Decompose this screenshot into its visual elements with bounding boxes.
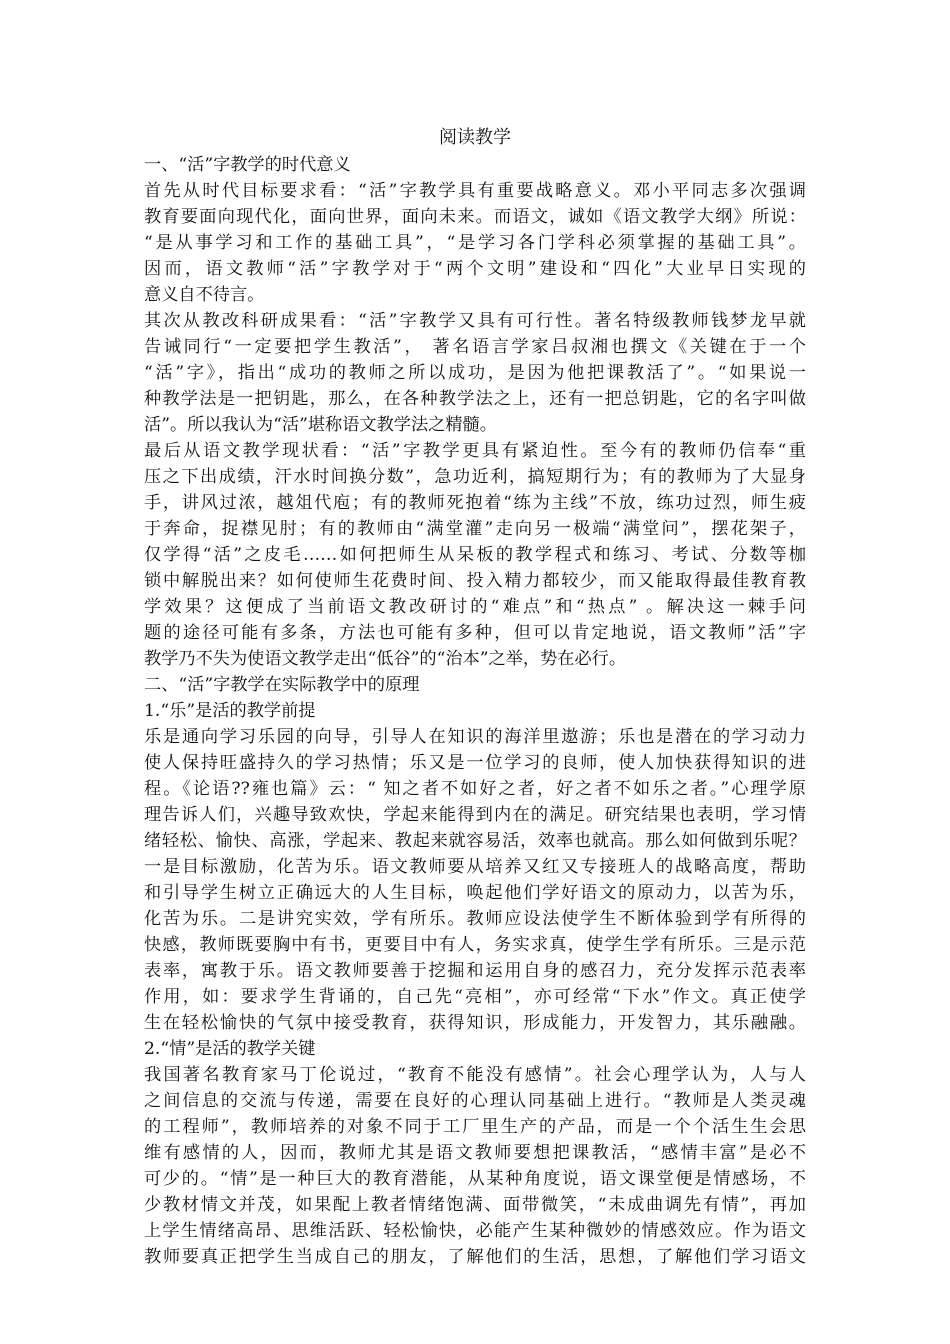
paragraph-line: 表率，寓教于乐。语文教师要善于挖掘和运用自身的感召力，充分发挥示范表率 — [144, 961, 806, 981]
paragraph-line: 种教学法是一把钥匙，那么，在各种教学法之上，还有一把总钥匙，它的名字叫做 — [144, 389, 806, 409]
paragraph-line: “是从事学习和工作的基础工具”，“是学习各门学科必须掌握的基础工具”。 — [144, 233, 806, 253]
paragraph-line: 作用，如：要求学生背诵的，自己先“亮相”，亦可经常“下水”作文。真正使学 — [144, 987, 806, 1007]
paragraph-line: 仅学得“活”之皮毛……如何把师生从呆板的教学程式和练习、考试、分数等枷 — [144, 545, 806, 565]
paragraph-line: 之间信息的交流与传递，需要在良好的心理认同基础上进行。“教师是人类灵魂 — [144, 1091, 806, 1111]
paragraph-line: 压之下出成绩，汗水时间换分数”，急功近利，搞短期行为；有的教师为了大显身 — [144, 467, 806, 487]
paragraph-line: 绪轻松、愉快、高涨，学起来、教起来就容易活，效率也就高。那么如何做到乐呢？ — [144, 831, 806, 851]
subsection-heading-2: 2.“情”是活的教学关键 — [144, 1039, 316, 1059]
paragraph-line: 教学乃不失为使语文教学走出“低谷”的“治本”之举，势在必行。 — [144, 649, 627, 669]
paragraph-line: 生在轻松愉快的气氛中接受教育，获得知识，形成能力，开发智力，其乐融融。 — [144, 1013, 806, 1033]
paragraph-line: 和引导学生树立正确远大的人生目标，唤起他们学好语文的原动力，以苦为乐， — [144, 883, 806, 903]
subsection-heading-1: 1.“乐”是活的教学前提 — [144, 701, 316, 721]
paragraph-line: 可少的。“情”是一种巨大的教育潜能，从某种角度说，语文课堂便是情感场，不 — [144, 1169, 806, 1189]
paragraph-line: 维有感情的人，因而，教师尤其是语文教师要想把课教活，“感情丰富”是必不 — [144, 1143, 806, 1163]
section-heading-1: 一、“活”字教学的时代意义 — [144, 155, 351, 175]
paragraph-line: 的工程师”，教师培养的对象不同于工厂里生产的产品，而是一个个活生生会思 — [144, 1117, 806, 1137]
paragraph-line: 活”。所以我认为“活”堪称语文教学法之精髓。 — [144, 415, 497, 435]
paragraph-line: 理告诉人们，兴趣导致欢快，学起来能得到内在的满足。研究结果也表明，学习情 — [144, 805, 806, 825]
paragraph-line: 意义自不待言。 — [144, 285, 265, 305]
paragraph-line: 告诫同行“一定要把学生教活”， 著名语言学家吕叔湘也撰文《关键在于一个 — [144, 337, 806, 357]
paragraph-line: 首先从时代目标要求看：“活”字教学具有重要战略意义。邓小平同志多次强调 — [144, 181, 806, 201]
paragraph-line: 教师要真正把学生当成自己的朋友，了解他们的生活，思想，了解他们学习语文 — [144, 1247, 806, 1267]
paragraph-line: 一是目标激励，化苦为乐。语文教师要从培养又红又专接班人的战略高度，帮助 — [144, 857, 806, 877]
document-page — [144, 122, 806, 1270]
document-title: 阅读教学 — [439, 127, 511, 148]
paragraph-line: 乐是通向学习乐园的向导，引导人在知识的海洋里遨游；乐也是潜在的学习动力 — [144, 727, 806, 747]
paragraph-line: 化苦为乐。二是讲究实效，学有所乐。教师应设法使学生不断体验到学有所得的 — [144, 909, 806, 929]
paragraph-line: 最后从语文教学现状看：“活”字教学更具有紧迫性。至今有的教师仍信奉“重 — [144, 441, 806, 461]
paragraph-line: 于奔命，捉襟见肘；有的教师由“满堂灌”走向另一极端“满堂问”，摆花架子， — [144, 519, 806, 539]
paragraph-line: 我国著名教育家马丁伦说过，“教育不能没有感情”。社会心理学认为，人与人 — [144, 1065, 806, 1085]
paragraph-line: 上学生情绪高昂、思维活跃、轻松愉快，必能产生某种微妙的情感效应。作为语文 — [144, 1221, 806, 1241]
paragraph-line: 少教材情文并茂，如果配上教者情绪饱满、面带微笑，“未成曲调先有情”，再加 — [144, 1195, 806, 1215]
paragraph-line: “活”字》，指出“成功的教师之所以成功，是因为他把课教活了”。“如果说一 — [144, 363, 806, 383]
paragraph-line: 程。《论语??雍也篇》云：“ 知之者不如好之者，好之者不如乐之者。”心理学原 — [144, 779, 806, 799]
section-heading-2: 二、“活”字教学在实际教学中的原理 — [144, 675, 420, 695]
paragraph-line: 手，讲风过浓，越俎代庖；有的教师死抱着“练为主线”不放，练功过烈，师生疲 — [144, 493, 806, 513]
paragraph-line: 教育要面向现代化，面向世界，面向未来。而语文，诚如《语文教学大纲》所说： — [144, 207, 806, 227]
paragraph-line: 题的途径可能有多条，方法也可能有多种，但可以肯定地说，语文教师”活”字 — [144, 623, 806, 643]
paragraph-line: 因而，语文教师“活”字教学对于“两个文明”建设和“四化”大业早日实现的 — [144, 259, 806, 279]
paragraph-line: 使人保持旺盛持久的学习热情；乐又是一位学习的良师，使人加快获得知识的进 — [144, 753, 806, 773]
paragraph-line: 其次从教改科研成果看：“活”字教学又具有可行性。著名特级教师钱梦龙早就 — [144, 311, 806, 331]
paragraph-line: 快感，教师既要胸中有书，更要目中有人，务实求真，使学生学有所乐。三是示范 — [144, 935, 806, 955]
paragraph-line: 锁中解脱出来？如何使师生花费时间、投入精力都较少，而又能取得最佳教育教 — [144, 571, 806, 591]
paragraph-line: 学效果？这便成了当前语文教改研讨的“难点”和“热点” 。解决这一棘手问 — [144, 597, 806, 617]
